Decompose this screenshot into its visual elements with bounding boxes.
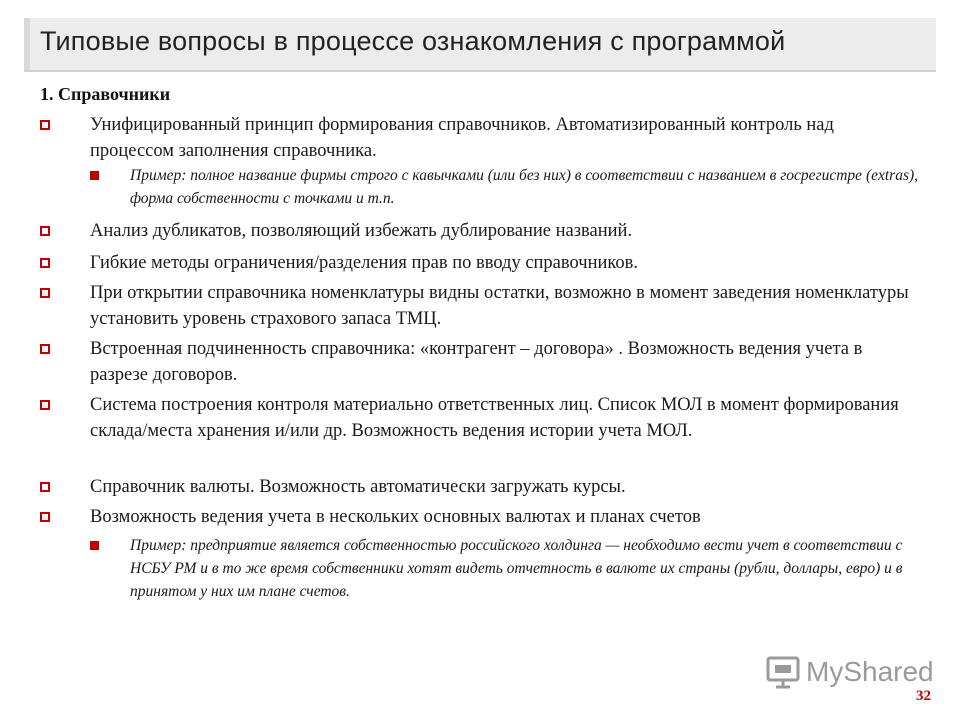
page-number: 32 [916, 688, 931, 704]
list-item-text: Справочник валюты. Возможность автоматически загружать курсы. [90, 477, 626, 497]
hollow-square-bullet-icon [40, 258, 50, 268]
watermark [766, 654, 934, 690]
list-item-text: При открытии справочника номенклатуры видны остатки, возможно в момент заведения номенклатуры установить уровень страхового запаса ТМЦ. [90, 283, 909, 329]
slide-title: Типовые вопросы в процессе ознакомления с программой [40, 26, 786, 56]
list-item-text: Встроенная подчиненность справочника: «контрагент – договора» . Возможность ведения учета в разрезе договоров. [90, 339, 863, 385]
list-item-text: Гибкие методы ограничения/разделения прав по вводу справочников. [90, 253, 639, 273]
filled-square-bullet-icon [90, 541, 99, 550]
hollow-square-bullet-icon [40, 288, 50, 298]
list-item-text: Возможность ведения учета в нескольких основных валютах и планах счетов [90, 507, 701, 527]
hollow-square-bullet-icon [40, 344, 50, 354]
list-item-text: Система построения контроля материально ответственных лиц. Список МОЛ в момент формирования склада/места хранения и/или др. Возможность ведения истории учета МОЛ. [90, 395, 899, 441]
section-heading: 1. Справочники [40, 84, 171, 104]
sub-list-item-text: Пример: предприятие является собственностью российского холдинга — необходимо вести учет в соответствии с НСБУ РМ и в то же время собственники хотят видеть отчетность в валюте их страны (рубли, доллары, евро) и в принятом у них им плане счетов. [130, 537, 903, 600]
watermark-text: MyShared [806, 656, 934, 687]
hollow-square-bullet-icon [40, 400, 50, 410]
hollow-square-bullet-icon [40, 512, 50, 522]
hollow-square-bullet-icon [40, 120, 50, 130]
hollow-square-bullet-icon [40, 226, 50, 236]
filled-square-bullet-icon [90, 171, 99, 180]
list-item-text: Унифицированный принцип формирования справочников. Автоматизированный контроль над процессом заполнения справочника. [90, 115, 834, 161]
sub-list-item-text: Пример: полное название фирмы строго с кавычками (или без них) в соответствии с названием в госрегистре (extras), форма собственности с точками и т.п. [130, 167, 919, 207]
title-accent [24, 18, 30, 70]
title-divider [24, 70, 936, 72]
hollow-square-bullet-icon [40, 482, 50, 492]
presentation-icon [766, 655, 800, 689]
list-item-text: Анализ дубликатов, позволяющий избежать дублирование названий. [90, 221, 633, 241]
